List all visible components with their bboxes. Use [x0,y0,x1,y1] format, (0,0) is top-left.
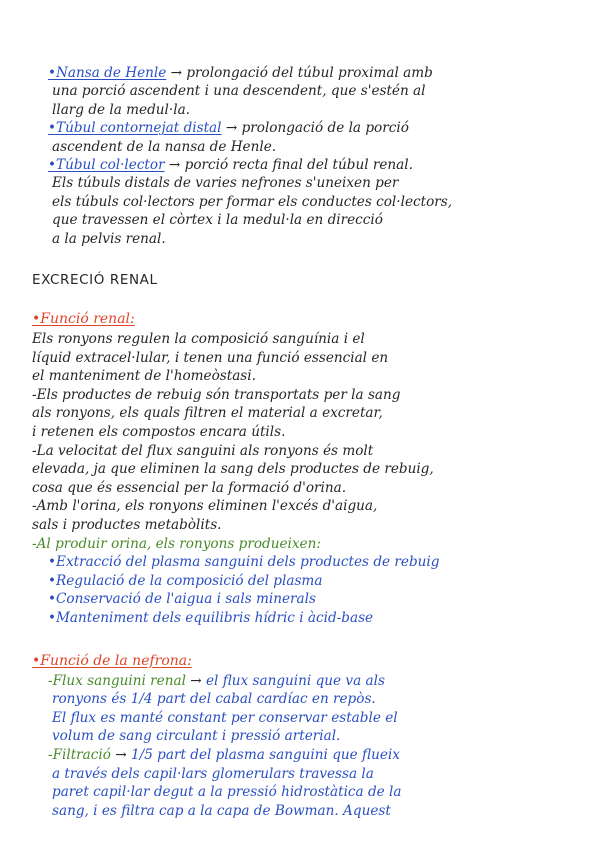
collector-arrow: → [168,157,181,174]
renal-bullet-4: •Manteniment dels equilibris hídric i àcid-base [48,609,374,626]
distal-term: •Túbul contornejat distal [48,120,222,137]
collector-desc-5: a la pelvis renal. [52,230,166,247]
henle-desc-3: llarg de la medul·la. [52,101,190,118]
funcio-nefrona-block [32,650,558,821]
renal-bullet-1: •Extracció del plasma sanguini dels productes de rebuig [48,554,440,571]
renal-point-2-c: cosa que és essencial per la formació d'orina. [32,479,347,496]
henle-desc-1: prolongació del túbul proximal amb [186,65,433,81]
renal-subheading: -Al produir orina, els ronyons produeixen: [32,535,321,552]
renal-intro-3: el manteniment de l'homeòstasi. [32,368,256,385]
renal-point-1-a: -Els productes de rebuig són transportats per la sang [32,386,401,403]
renal-point-3-a: -Amb l'orina, els ronyons eliminen l'excés d'aigua, [32,498,378,515]
filtracio-desc-1: 1/5 part del plasma sanguini que flueix [130,746,400,763]
henle-desc-2: una porció ascendent i una descendent, que s'estén al [52,83,426,100]
renal-intro-1: Els ronyons regulen la composició sanguínia i el [32,331,365,348]
filtracio-desc-4: sang, i es filtra cap a la capa de Bowman. Aquest [52,802,391,819]
flux-desc-1: el flux sanguini que va als [205,672,385,689]
flux-desc-2: ronyons és 1/4 part del cabal cardíac en repòs. [52,691,376,708]
filtracio-desc-3: paret capil·lar degut a la pressió hidrostàtica de la [52,784,402,801]
renal-point-2-b: elevada, ja que eliminen la sang dels productes de rebuig, [32,461,434,478]
distal-arrow: → [225,120,238,137]
filtracio-line [32,746,558,765]
flux-desc-3: El flux es manté constant per conservar estable el [52,709,398,726]
distal-desc-2: ascendent de la nansa de Henle. [52,138,277,155]
collector-line [32,156,558,174]
flux-term: -Flux sanguini renal [48,672,186,689]
henle-line [32,64,558,82]
flux-desc-4: volum de sang circulant i pressió arterial. [52,728,341,745]
distal-line [32,119,558,137]
renal-intro-2: líquid extracel·lular, i tenen una funció essencial en [32,349,389,366]
flux-arrow: → [190,672,202,689]
filtracio-arrow: → [115,746,127,763]
renal-point-1-b: als ronyons, els quals filtren el material a excretar, [32,405,383,422]
section-title: EXCRECIÓ RENAL [32,272,158,289]
filtracio-desc-2: a través dels capil·lars glomerulars travessa la [52,765,374,782]
collector-term: •Túbul col·lector [48,157,165,174]
henle-arrow: → [170,65,183,81]
funcio-renal-block [32,308,558,628]
funcio-nefrona-heading: •Funció de la nefrona: [32,652,192,669]
filtracio-term: -Filtració [48,746,111,763]
renal-point-1-c: i retenen els compostos encara útils. [32,424,286,441]
henle-term: •Nansa de Henle [48,65,167,81]
renal-bullet-3: •Conservació de l'aigua i sals minerals [48,591,316,608]
flux-line [32,672,558,691]
nephron-parts-block [32,64,558,248]
collector-desc-3: els túbuls col·lectors per formar els conductes col·lectors, [52,193,453,210]
renal-point-3-b: sals i productes metabòlits. [32,517,222,533]
renal-bullet-2: •Regulació de la composició del plasma [48,572,323,589]
renal-point-2-a: -La velocitat del flux sanguini als ronyons és molt [32,442,374,459]
distal-desc-1: prolongació de la porció [241,120,409,137]
collector-desc-2: Els túbuls distals de varies nefrones s'uneixen per [52,175,399,192]
collector-desc-4: que travessen el còrtex i la medul·la en direcció [52,212,383,229]
funcio-renal-heading: •Funció renal: [32,311,135,328]
collector-desc-1: porció recta final del túbul renal. [184,157,413,174]
